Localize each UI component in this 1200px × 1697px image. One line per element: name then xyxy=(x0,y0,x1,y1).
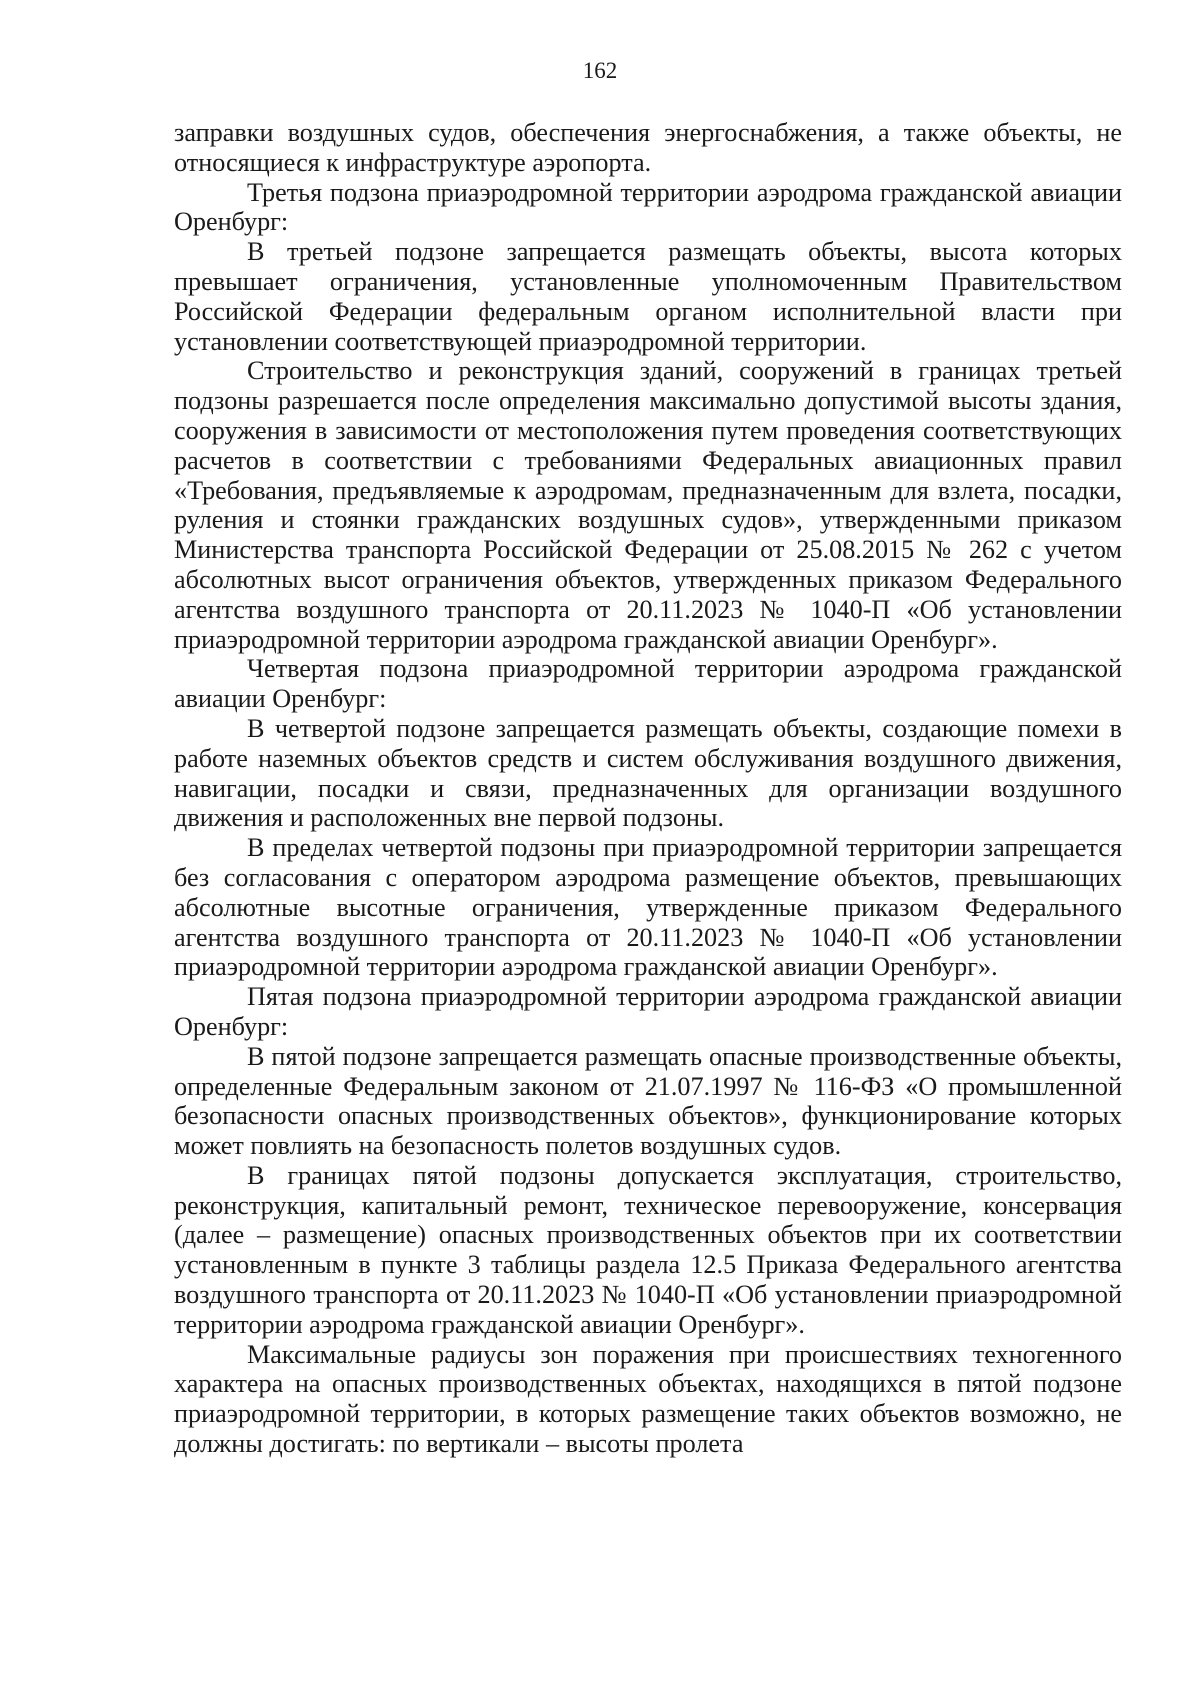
page-number: 162 xyxy=(582,58,618,83)
paragraph: В пятой подзоне запрещается размещать опасные производственные объекты, определенные Федеральным законом от 21.07.1997 № 116-ФЗ «О промышленной безопасности опасных производственных объектов», функционирование которых может повлиять на безопасность полетов воздушных судов. xyxy=(174,1041,1122,1161)
paragraph: В границах пятой подзоны допускается эксплуатация, строительство, реконструкция, капитальный ремонт, техническое перевооружение, консервация (далее – размещение) опасных производственных объектов при их соответствии установленным в пункте 3 таблицы раздела 12.5 Приказа Федерального агентства воздушного транспорта от 20.11.2023 № 1040-П «Об установлении приаэродромной территории аэродрома гражданской авиации Оренбург». xyxy=(174,1160,1122,1339)
paragraph: В четвертой подзоне запрещается размещать объекты, создающие помехи в работе наземных объектов средств и систем обслуживания воздушного движения, навигации, посадки и связи, предназначенных для организации воздушного движения и расположенных вне первой подзоны. xyxy=(174,713,1122,833)
paragraph: Максимальные радиусы зон поражения при происшествиях техногенного характера на опасных производственных объектах, находящихся в пятой подзоне приаэродромной территории, в которых размещение таких объектов возможно, не должны достигать: по вертикали – высоты пролета xyxy=(174,1339,1122,1459)
document-body xyxy=(174,118,1122,1459)
paragraph: заправки воздушных судов, обеспечения энергоснабжения, а также объекты, не относящиеся к инфраструктуре аэропорта. xyxy=(174,118,1122,177)
paragraph: Строительство и реконструкция зданий, сооружений в границах третьей подзоны разрешается после определения максимально допустимой высоты здания, сооружения в зависимости от местоположения путем проведения соответствующих расчетов в соответствии с требованиями Федеральных авиационных правил «Требования, предъявляемые к аэродромам, предназначенным для взлета, посадки, руления и стоянки гражданских воздушных судов», утвержденными приказом Министерства транспорта Российской Федерации от 25.08.2015 № 262 с учетом абсолютных высот ограничения объектов, утвержденных приказом Федерального агентства воздушного транспорта от 20.11.2023 № 1040-П «Об установлении приаэродромной территории аэродрома гражданской авиации Оренбург». xyxy=(174,356,1122,654)
paragraph: Пятая подзона приаэродромной территории аэродрома гражданской авиации Оренбург: xyxy=(174,982,1122,1041)
paragraph: В пределах четвертой подзоны при приаэродромной территории запрещается без согласования с оператором аэродрома размещение объектов, превышающих абсолютные высотные ограничения, утвержденные приказом Федерального агентства воздушного транспорта от 20.11.2023 № 1040-П «Об установлении приаэродромной территории аэродрома гражданской авиации Оренбург». xyxy=(174,833,1122,982)
paragraph: В третьей подзоне запрещается размещать объекты, высота которых превышает ограничения, установленные уполномоченным Правительством Российской Федерации федеральным органом исполнительной власти при установлении соответствующей приаэродромной территории. xyxy=(174,237,1122,356)
paragraph: Четвертая подзона приаэродромной территории аэродрома гражданской авиации Оренбург: xyxy=(174,654,1122,714)
paragraph: Третья подзона приаэродромной территории аэродрома гражданской авиации Оренбург: xyxy=(174,177,1122,237)
